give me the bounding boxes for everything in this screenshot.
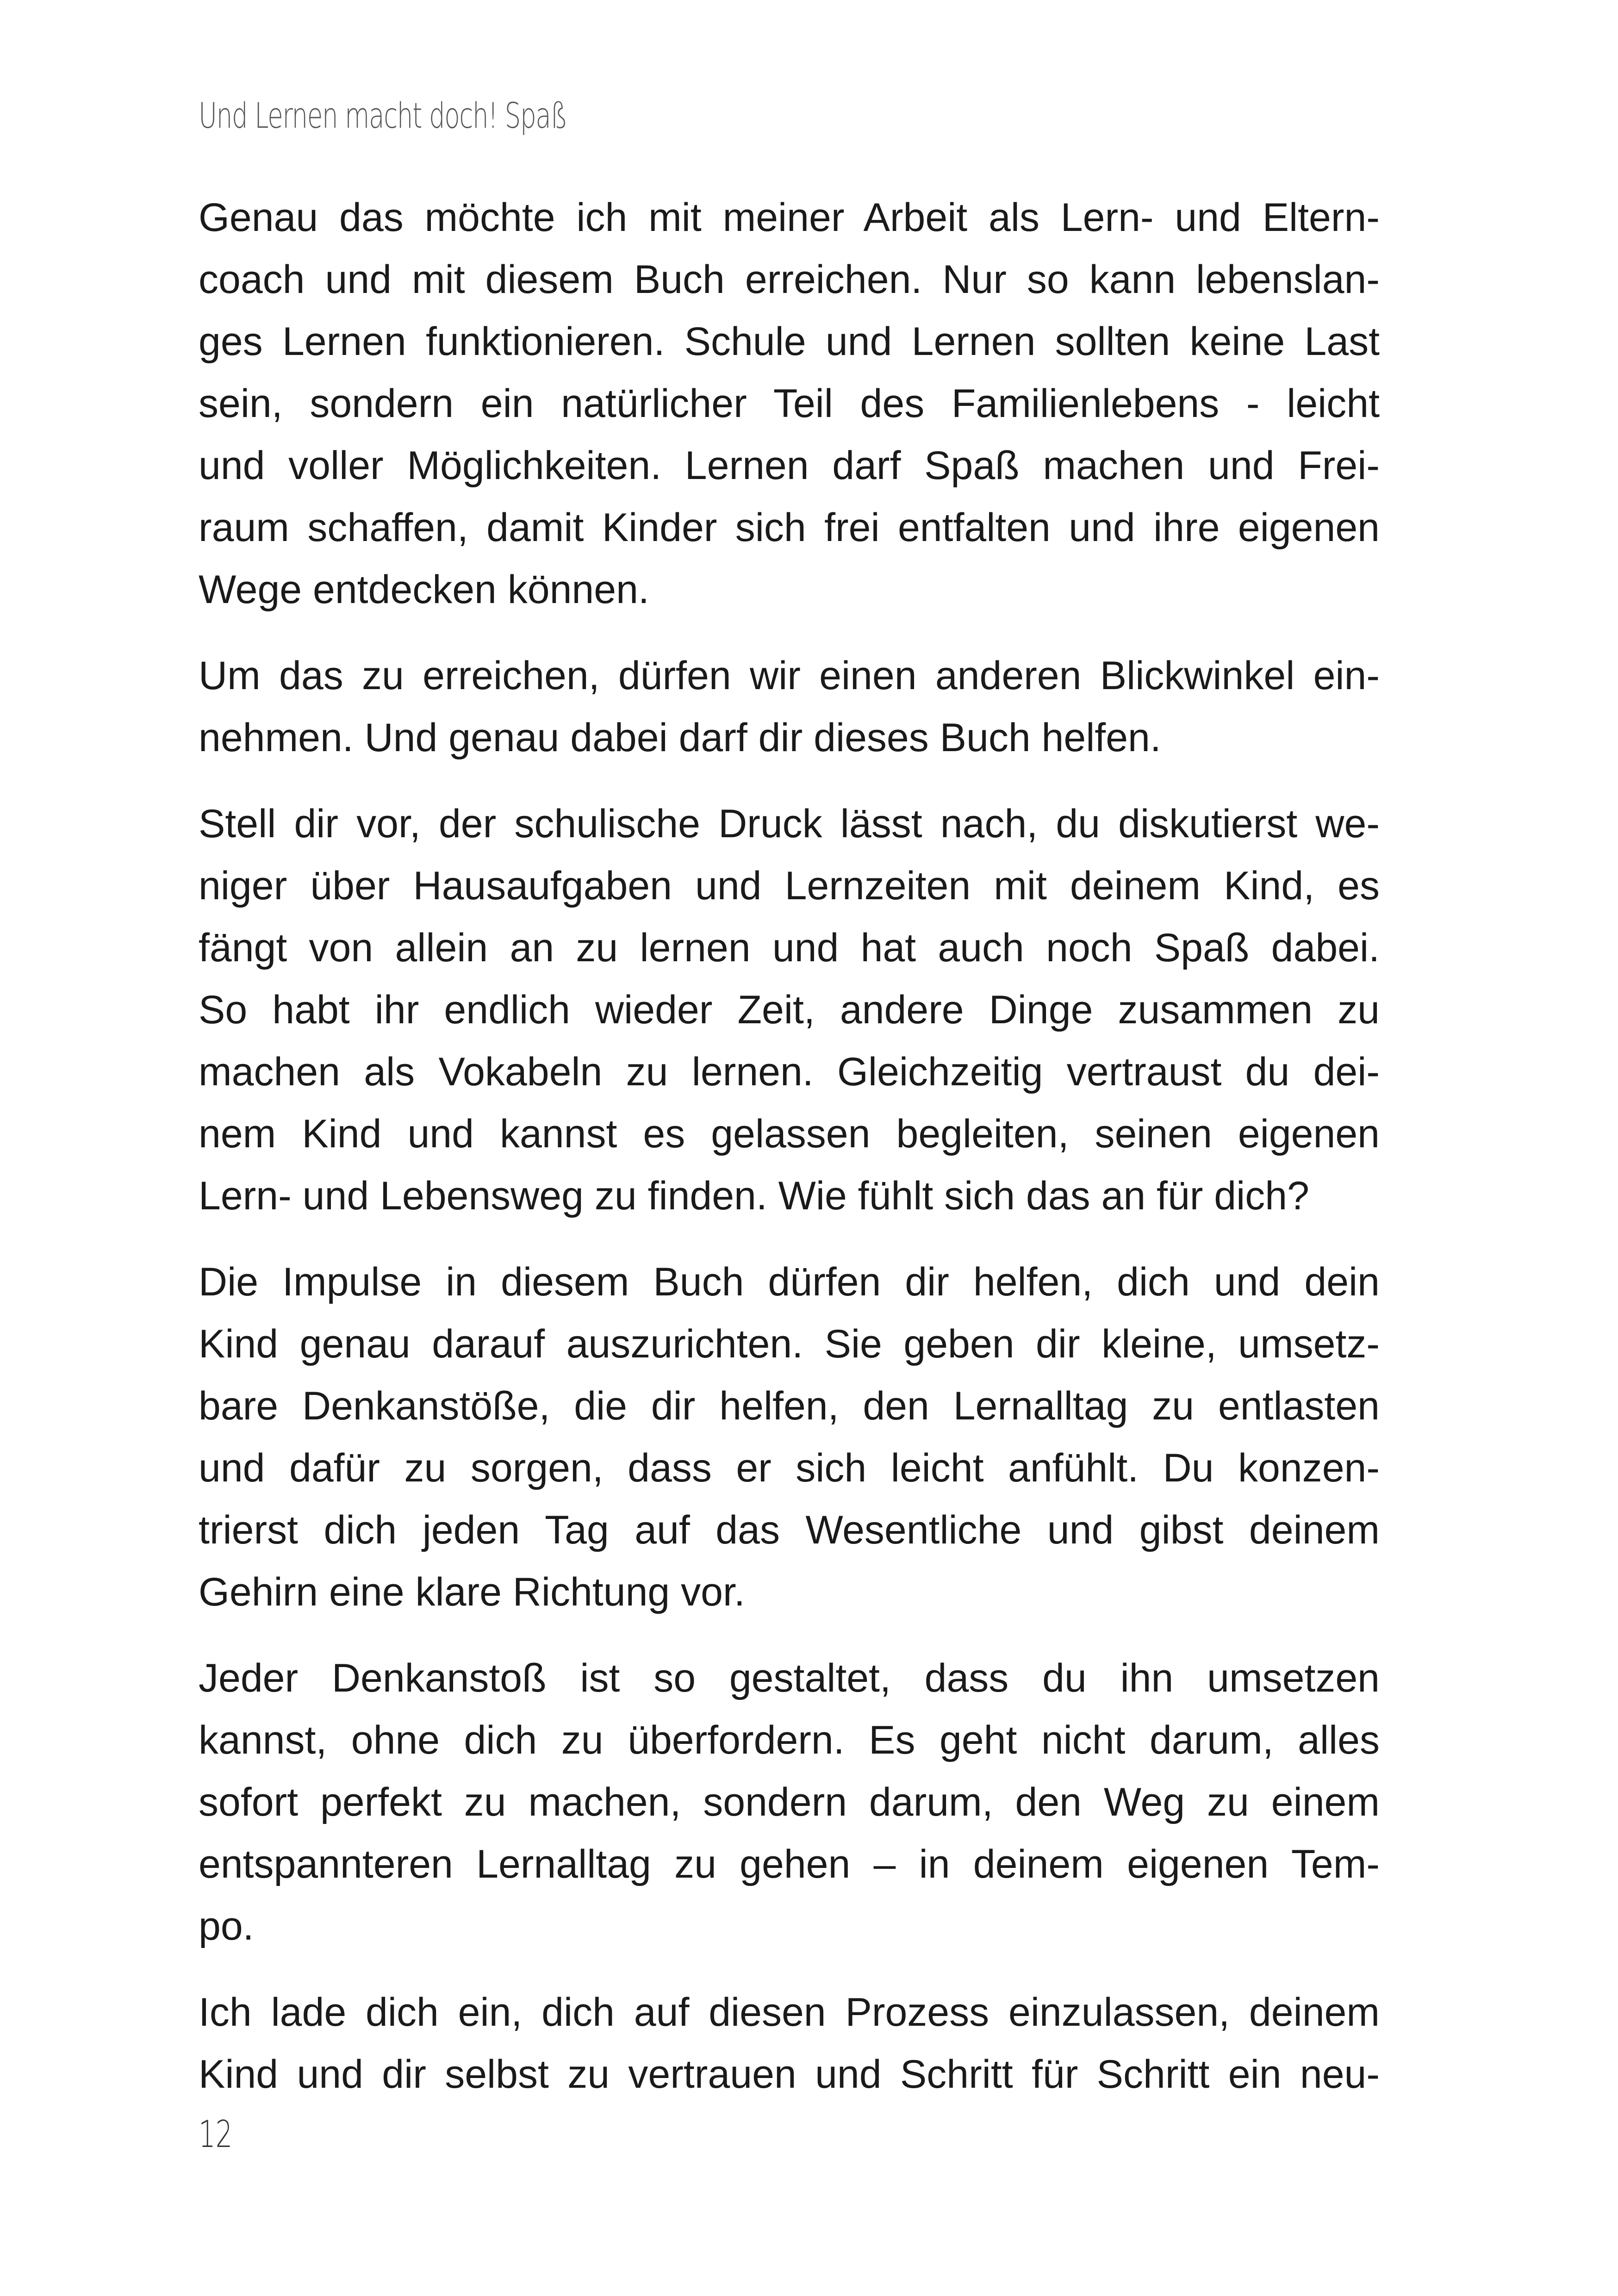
text-line: Um das zu erreichen, dürfen wir einen anderen Blickwinkel ein-	[199, 653, 1380, 698]
text-line: Gehirn eine klare Richtung vor.	[199, 1570, 745, 1614]
text-line: nehmen. Und genau dabei darf dir dieses Buch helfen.	[199, 716, 1161, 760]
text-line: trierst dich jeden Tag auf das Wesentliche und gibst deinem	[199, 1508, 1380, 1552]
text-line: Wege entdecken können.	[199, 567, 649, 612]
text-line: machen als Vokabeln zu lernen. Gleichzeitig vertraust du dei-	[199, 1050, 1380, 1094]
text-line: Lern- und Lebensweg zu finden. Wie fühlt sich das an für dich?	[199, 1174, 1309, 1218]
text-line: kannst, ohne dich zu überfordern. Es geht nicht darum, alles	[199, 1718, 1380, 1762]
text-line: Die Impulse in diesem Buch dürfen dir helfen, dich und dein	[199, 1260, 1380, 1304]
paragraph	[199, 793, 1380, 1227]
paragraph	[199, 1981, 1380, 2105]
text-line: Jeder Denkanstoß ist so gestaltet, dass du ihn umsetzen	[199, 1656, 1380, 1700]
text-line: raum schaffen, damit Kinder sich frei entfalten und ihre eigenen	[199, 505, 1380, 550]
page-number: 12	[199, 2113, 233, 2156]
text-line: fängt von allein an zu lernen und hat auch noch Spaß dabei.	[199, 926, 1380, 970]
text-line: sein, sondern ein natürlicher Teil des Familienlebens - leicht	[199, 381, 1380, 426]
text-line: und dafür zu sorgen, dass er sich leicht anfühlt. Du konzen-	[199, 1446, 1380, 1490]
text-line: nem Kind und kannst es gelassen begleiten, seinen eigenen	[199, 1112, 1380, 1156]
running-header: Und Lernen macht doch! Spaß	[199, 95, 567, 136]
text-line: Kind und dir selbst zu vertrauen und Schritt für Schritt ein neu-	[199, 2052, 1380, 2097]
text-line: niger über Hausaufgaben und Lernzeiten mit deinem Kind, es	[199, 864, 1380, 908]
paragraph	[199, 1647, 1380, 1957]
text-line: So habt ihr endlich wieder Zeit, andere Dinge zusammen zu	[199, 988, 1380, 1032]
body-text	[199, 187, 1380, 2129]
text-line: ges Lernen funktionieren. Schule und Lernen sollten keine Last	[199, 319, 1380, 364]
text-line: Kind genau darauf auszurichten. Sie geben dir kleine, umsetz-	[199, 1322, 1380, 1366]
text-line: bare Denkanstöße, die dir helfen, den Lernalltag zu entlasten	[199, 1384, 1380, 1428]
text-line: po.	[199, 1904, 254, 1948]
paragraph	[199, 645, 1380, 769]
text-line: und voller Möglichkeiten. Lernen darf Spaß machen und Frei-	[199, 443, 1380, 488]
paragraph	[199, 187, 1380, 621]
text-line: entspannteren Lernalltag zu gehen – in deinem eigenen Tem-	[199, 1842, 1380, 1886]
text-line: Genau das möchte ich mit meiner Arbeit als Lern- und Eltern-	[199, 195, 1380, 240]
paragraph	[199, 1251, 1380, 1623]
text-line: coach und mit diesem Buch erreichen. Nur so kann lebenslan-	[199, 257, 1380, 302]
text-line: Stell dir vor, der schulische Druck lässt nach, du diskutierst we-	[199, 802, 1380, 846]
text-line: sofort perfekt zu machen, sondern darum, den Weg zu einem	[199, 1780, 1380, 1824]
text-line: Ich lade dich ein, dich auf diesen Prozess einzulassen, deinem	[199, 1990, 1380, 2035]
